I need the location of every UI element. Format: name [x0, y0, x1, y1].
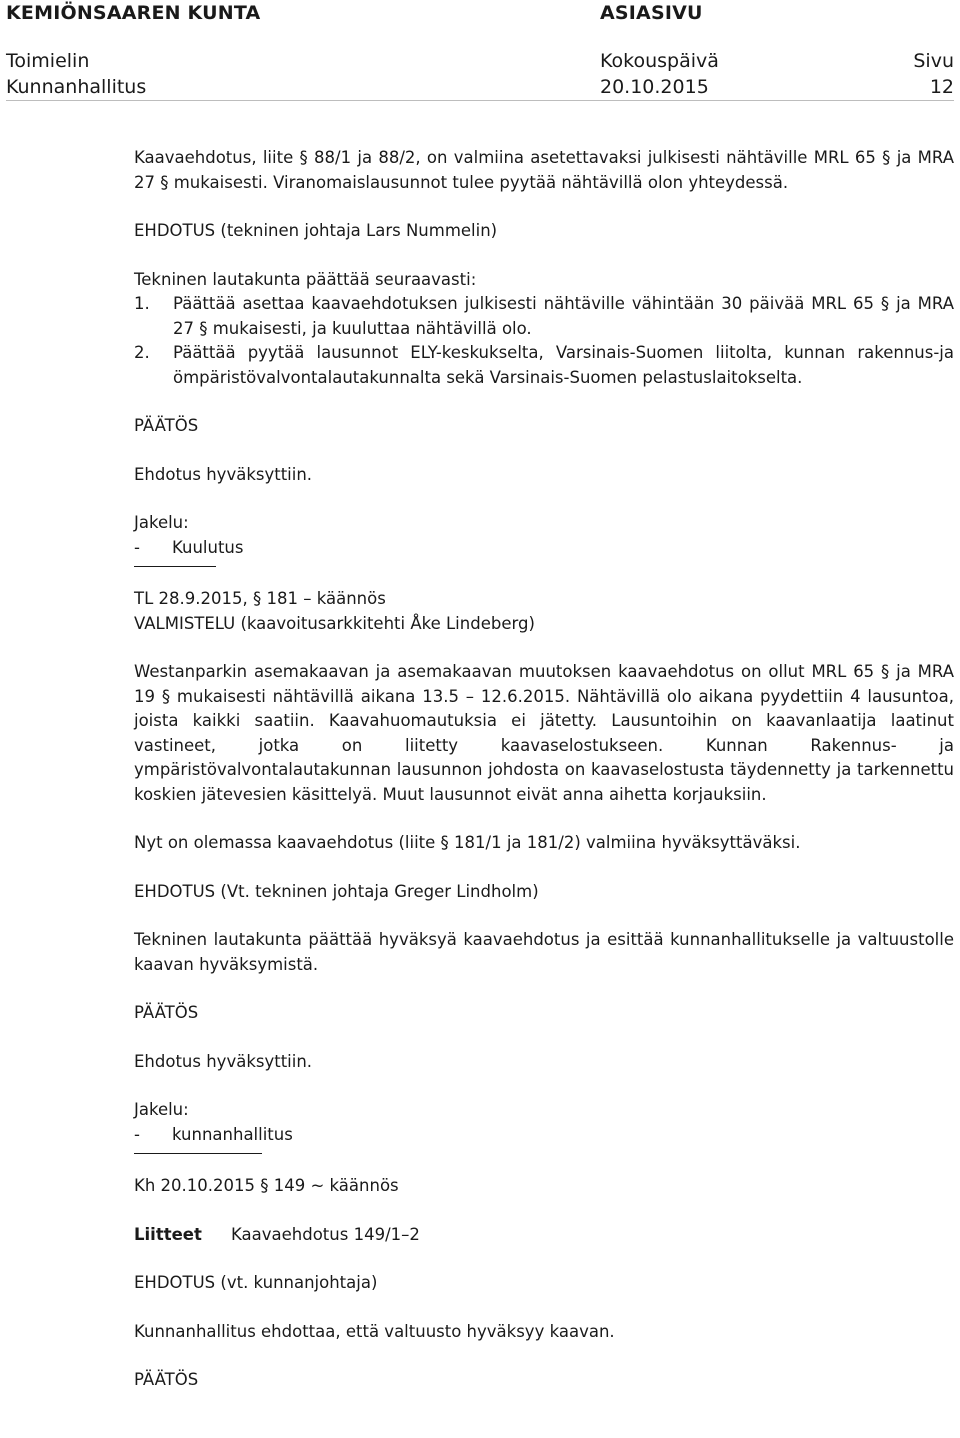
decision-text: Ehdotus hyväksyttiin. — [134, 1051, 313, 1071]
distribution-item-text: Kuulutus — [172, 537, 244, 557]
decision-heading: PÄÄTÖS — [134, 416, 199, 435]
decision-heading: PÄÄTÖS — [134, 1003, 199, 1022]
body-value: Kunnanhallitus — [6, 76, 147, 98]
body-label: Toimielin — [6, 50, 90, 72]
decision-heading: PÄÄTÖS — [134, 1370, 199, 1389]
list-item — [134, 292, 954, 341]
distribution-label: Jakelu: — [134, 513, 189, 532]
proposal-heading: EHDOTUS (vt. kunnanjohtaja) — [134, 1273, 378, 1292]
proposal-heading: EHDOTUS (tekninen johtaja Lars Nummelin) — [134, 221, 498, 240]
distribution-item — [134, 536, 954, 561]
page-label: Sivu — [913, 50, 954, 72]
page-number: 12 — [929, 76, 954, 98]
document-type: ASIASIVU — [600, 2, 703, 24]
tl-reference: TL 28.9.2015, § 181 – käännös — [134, 589, 386, 608]
list-item-number: 1. — [134, 294, 150, 313]
meeting-date-value: 20.10.2015 — [600, 76, 709, 98]
list-item-text: Päättää asettaa kaavaehdotuksen julkisesti nähtäville vähintään 30 päivää MRL 65 § ja MRA 27 § mukaisesti, ja kuuluttaa nähtävillä olo. — [173, 294, 954, 338]
proposal-heading: EHDOTUS (Vt. tekninen johtaja Greger Lindholm) — [134, 881, 539, 901]
proposal-paragraph: Kunnanhallitus ehdottaa, että valtuusto hyväksyy kaavan. — [134, 1321, 615, 1341]
intro-paragraph: Kaavaehdotus, liite § 88/1 ja 88/2, on valmiina asetettavaksi julkisesti nähtäville MRL 65 § ja MRA 27 § mukaisesti. Viranomaislausunnot tulee pyytää nähtävillä olon yhteydessä. — [134, 148, 954, 192]
meeting-date-label: Kokouspäivä — [600, 50, 719, 72]
distribution-label: Jakelu: — [134, 1100, 189, 1119]
status-paragraph: Nyt on olemassa kaavaehdotus (liite § 181/1 ja 181/2) valmiina hyväksyttäväksi. — [134, 833, 801, 852]
attachments-label: Liitteet — [134, 1224, 202, 1244]
section-separator — [134, 1153, 262, 1154]
distribution-item — [134, 1123, 954, 1148]
document-body — [134, 146, 954, 1393]
attachments-row — [134, 1223, 954, 1248]
list-item-text: Päättää pyytää lausunnot ELY-keskukselta, Varsinais-Suomen liitolta, kunnan rakennus-ja ömpäristövalvontalautakunnalta sekä Varsinais-Suomen pelastuslaitokselta. — [173, 343, 954, 387]
attachments-value: Kaavaehdotus 149/1–2 — [231, 1224, 420, 1244]
section-separator — [134, 566, 216, 567]
preparation-paragraph: Westanparkin asemakaavan ja asemakaavan muutoksen kaavaehdotus on ollut MRL 65 § ja MRA 19 § mukaisesti nähtävillä aikana 13.5 – 12.6.2015. Nähtävillä olo aikana pyydettiin 4 lausuntoa, joista kaikki saatiin. Kaavahuomautuksia ei jätetty. Lausuntoihin on kaavanlaatija laatinut vastineet, jotka on liitetty kaavaselostukseen. Kunnan Rakennus- ja ympäristövalvontalautakunnan lausunnon johdosta on kaavaselostusta täydennetty ja tarkennettu koskien jätevesien käsittelyä. Muut lausunnot eivät anna aihetta korjauksiin. — [134, 662, 954, 804]
proposal-lead: Tekninen lautakunta päättää seuraavasti: — [134, 269, 477, 289]
list-item — [134, 341, 954, 390]
kh-reference: Kh 20.10.2015 § 149 ~ käännös — [134, 1176, 399, 1195]
distribution-item-text: kunnanhallitus — [172, 1124, 293, 1144]
list-dash: - — [134, 537, 140, 557]
decision-text: Ehdotus hyväksyttiin. — [134, 464, 313, 484]
decision-items-list — [134, 292, 954, 390]
list-dash: - — [134, 1124, 140, 1144]
proposal-paragraph: Tekninen lautakunta päättää hyväksyä kaavaehdotus ja esittää kunnanhallitukselle ja valtuustolle kaavan hyväksymistä. — [134, 930, 954, 974]
header-divider — [6, 100, 954, 101]
organization-name: KEMIÖNSAAREN KUNTA — [6, 2, 261, 24]
list-item-number: 2. — [134, 343, 150, 362]
preparation-heading: VALMISTELU (kaavoitusarkkitehti Åke Lindeberg) — [134, 613, 535, 633]
